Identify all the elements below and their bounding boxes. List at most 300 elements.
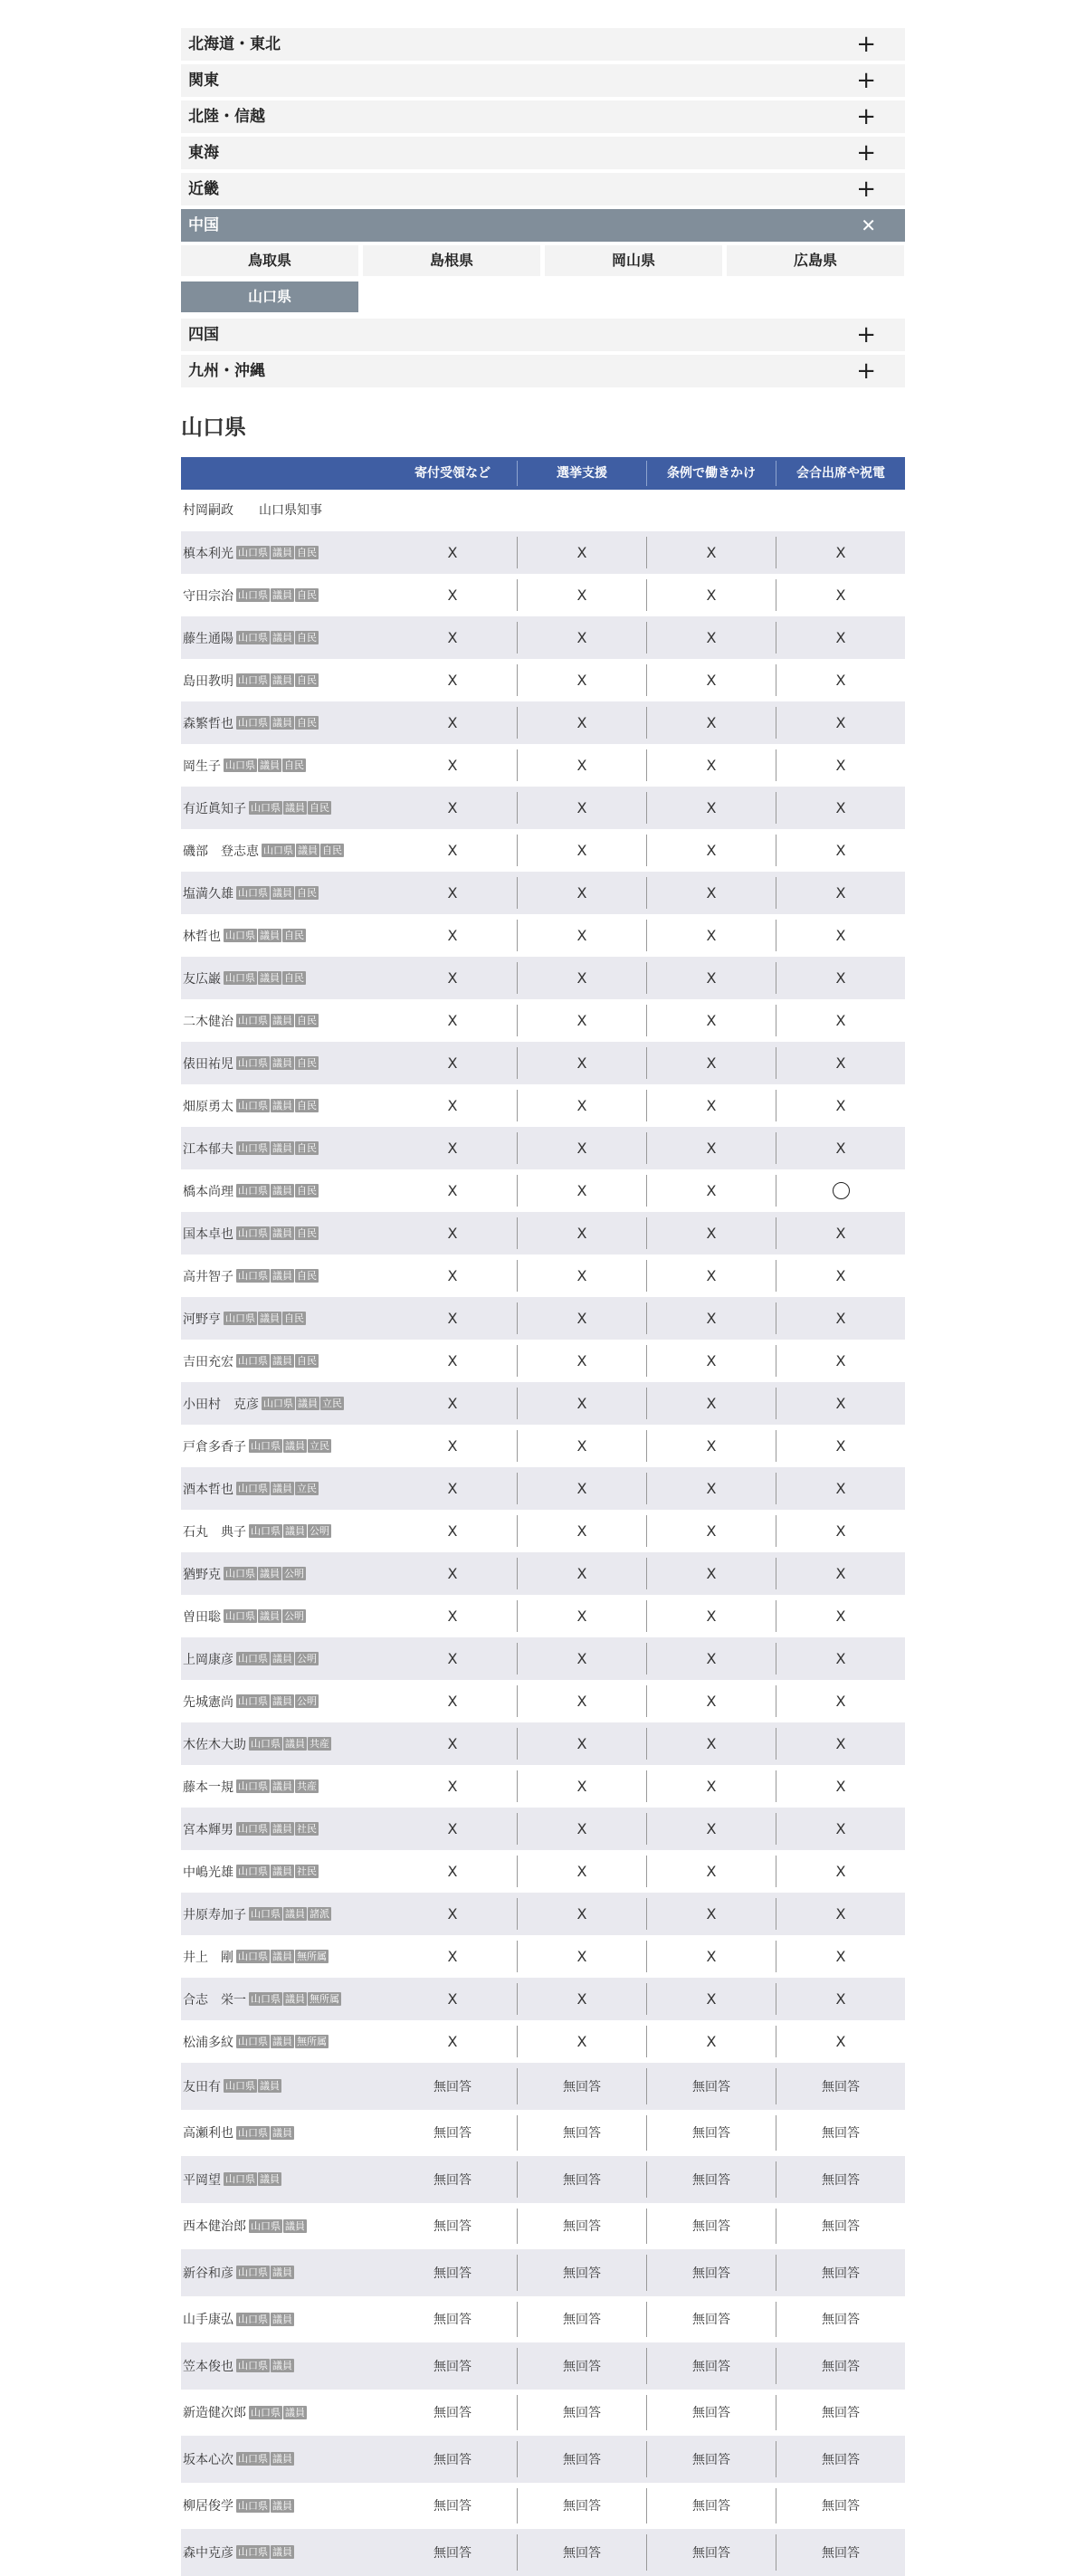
region-label: 四国 [188,326,219,344]
column-divider [646,1260,647,1292]
answer-no: X [706,714,717,731]
region-kinki[interactable] [181,173,905,205]
col-header-election-support: 選挙支援 [557,466,607,481]
expand-icon: + [856,139,876,167]
member-name: 江本郁夫 [183,1141,233,1157]
member-tag: 山口県 [238,1780,268,1792]
column-divider [646,1047,647,1079]
region-tokai[interactable] [181,137,905,169]
member-tag: 山口県 [238,547,268,558]
member-tag: 山口県 [238,1270,268,1282]
column-divider [517,2395,518,2431]
member-info [183,574,319,616]
column-divider [646,1558,647,1589]
answer-no: X [447,2033,458,2050]
member-name: 山手康弘 [183,2313,233,2328]
region-label: 九州・沖縄 [188,362,265,380]
table-row [181,659,905,701]
column-divider [646,792,647,824]
member-tag: 山口県 [251,2406,281,2419]
member-name: 有近眞知子 [183,801,246,816]
member-tag: 議員 [260,1568,280,1579]
table-row [181,999,905,1042]
member-tag: 議員 [285,2406,305,2419]
prefecture-tottori[interactable]: 鳥取県 [181,245,358,276]
expand-icon: + [856,358,876,385]
member-info [183,1595,306,1637]
table-row [181,2203,905,2250]
answer-none: 無回答 [433,2499,472,2514]
answer-none: 無回答 [822,2406,860,2421]
member-tag: 議員 [272,1355,292,1367]
answer-none: 無回答 [692,2219,730,2235]
member-info [183,2436,294,2483]
region-kyushu-okinawa[interactable] [181,355,905,387]
answer-none: 無回答 [692,2359,730,2374]
column-divider [517,1898,518,1930]
column-divider [517,1047,518,1079]
member-name: 木佐木大助 [183,1737,246,1752]
answer-no: X [706,1565,717,1582]
table-row [181,531,905,574]
member-name: 吉田充宏 [183,1354,233,1369]
member-tag: 議員 [260,2173,280,2186]
member-name: 磯部 登志恵 [183,844,259,859]
member-info [183,1552,306,1595]
answer-no: X [576,629,587,646]
region-label: 東海 [188,144,219,162]
member-tag: 議員 [272,589,292,601]
answer-none: 無回答 [822,2219,860,2235]
member-tag: 自民 [297,887,317,899]
answer-none: 無回答 [433,2313,472,2328]
member-info [183,1893,331,1935]
answer-none: 無回答 [563,2452,601,2467]
member-tag: 立民 [322,1398,342,1409]
prefecture-okayama[interactable]: 岡山県 [545,245,722,276]
column-divider [646,835,647,866]
column-divider [517,1090,518,1121]
answer-no: X [447,629,458,646]
region-kanto[interactable] [181,64,905,97]
member-tag: 自民 [297,1355,317,1367]
answer-no: X [447,799,458,816]
answer-no: X [447,1012,458,1029]
column-divider [646,2302,647,2338]
column-divider [517,1473,518,1504]
answer-no: X [447,1693,458,1710]
column-divider [517,2115,518,2151]
member-tag: 議員 [272,1227,292,1239]
prefecture-hiroshima[interactable]: 広島県 [727,245,904,276]
member-name: 友田有 [183,2079,221,2094]
table-row [181,1510,905,1552]
answer-no: X [835,1310,846,1327]
member-tag: 無所属 [297,1951,327,1962]
member-tag: 議員 [260,930,280,941]
column-divider [517,1175,518,1207]
member-tag: 公明 [284,1610,304,1622]
table-row [181,1042,905,1084]
answer-no: X [576,1012,587,1029]
member-info [183,829,344,872]
table-row [181,1084,905,1127]
column-divider [646,1728,647,1760]
member-tag: 立民 [310,1440,329,1452]
column-divider [517,1813,518,1845]
member-tag: 議員 [260,1610,280,1622]
member-tag: 議員 [260,972,280,984]
answer-no: X [706,629,717,646]
region-chugoku[interactable] [181,209,905,242]
answer-no: X [835,1778,846,1795]
governor-name: 村岡嗣政 [183,503,233,518]
answer-no: X [706,1310,717,1327]
member-name: 松浦多紋 [183,2035,233,2050]
answer-none: 無回答 [433,2172,472,2188]
member-name: 上岡康彦 [183,1652,233,1667]
answer-no: X [706,1054,717,1072]
answer-none: 無回答 [563,2266,601,2281]
answer-no: X [447,1140,458,1157]
column-divider [646,1430,647,1462]
answer-no: X [576,2033,587,2050]
column-divider [517,749,518,781]
answer-no: X [447,672,458,689]
column-divider [517,2488,518,2524]
answer-none: 無回答 [433,2266,472,2281]
member-tag: 山口県 [238,1695,268,1707]
answer-none: 無回答 [433,2219,472,2235]
member-tag: 自民 [297,1015,317,1026]
answer-none: 無回答 [692,2266,730,2281]
answer-no: X [447,1352,458,1369]
column-divider [517,622,518,654]
region-label: 近畿 [188,180,219,198]
answer-no: X [835,799,846,816]
member-tag: 議員 [272,1951,292,1962]
member-tag: 山口県 [251,1908,281,1920]
region-shikoku[interactable] [181,319,905,351]
region-hokkaido-tohoku[interactable] [181,28,905,61]
member-tag: 自民 [297,547,317,558]
column-divider [646,1345,647,1377]
column-divider [517,1728,518,1760]
member-tag: 議員 [272,1100,292,1111]
answer-no: X [447,1948,458,1965]
answer-no: X [835,884,846,902]
member-tag: 山口県 [251,1993,281,2005]
member-info [183,2390,307,2437]
member-tag: 議員 [285,1908,305,1920]
answer-no: X [706,1182,717,1199]
member-info [183,1340,319,1382]
answer-no: X [835,1054,846,1072]
column-divider [517,579,518,611]
member-tag: 山口県 [238,2036,268,2047]
answer-no: X [706,799,717,816]
column-divider [646,1856,647,1887]
member-tag: 議員 [260,2080,280,2093]
answer-no: X [706,1395,717,1412]
answer-none: 無回答 [563,2126,601,2142]
member-tag: 議員 [272,547,292,558]
column-divider [517,962,518,994]
answer-no: X [447,1182,458,1199]
table-row [181,872,905,914]
region-hokuriku-shinetsu[interactable] [181,100,905,133]
expand-icon: + [856,103,876,130]
column-divider [517,1217,518,1249]
answer-no: X [576,1054,587,1072]
table-row [181,1340,905,1382]
governor-row [181,490,905,531]
answer-no: X [835,1565,846,1582]
member-tag: 議員 [272,1057,292,1069]
column-divider [646,1005,647,1036]
column-divider [517,1558,518,1589]
expand-icon: + [856,321,876,348]
member-tag: 山口県 [238,1355,268,1367]
col-header-meeting: 会合出席や祝電 [796,466,885,481]
member-info [183,1680,319,1722]
table-row [181,1212,905,1255]
member-info [183,659,319,701]
column-divider [517,877,518,909]
member-tag: 山口県 [225,1610,255,1622]
answer-no: X [706,1948,717,1965]
answer-no: X [706,1863,717,1880]
prefecture-shimane[interactable]: 島根県 [363,245,540,276]
prefecture-yamaguchi[interactable]: 山口県 [181,281,358,312]
answer-no: X [447,1735,458,1752]
member-tag: 山口県 [225,1312,255,1324]
expand-icon: + [856,67,876,94]
member-tag: 無所属 [310,1993,339,2005]
member-info [183,1169,319,1212]
column-divider [517,1260,518,1292]
member-tag: 山口県 [225,759,255,771]
member-tag: 自民 [284,972,304,984]
column-divider [646,1983,647,2015]
table-row [181,2483,905,2530]
column-divider [646,1941,647,1972]
column-divider [646,2209,647,2245]
member-tag: 山口県 [238,1015,268,1026]
column-divider [517,1302,518,1334]
member-tag: 山口県 [238,2126,268,2139]
answer-no: X [835,1608,846,1625]
answer-no: X [576,1820,587,1837]
column-divider [517,1345,518,1377]
member-tag: 山口県 [238,2313,268,2325]
answer-no: X [576,587,587,604]
member-name: 森中克彦 [183,2545,233,2561]
answer-none: 無回答 [822,2266,860,2281]
column-divider [517,1770,518,1802]
member-tag: 自民 [297,632,317,644]
table-row [181,1850,905,1893]
answer-no: X [706,1522,717,1540]
answer-no: X [835,1352,846,1369]
column-divider [646,707,647,739]
member-tag: 山口県 [238,1142,268,1154]
table-row [181,2342,905,2390]
answer-no: X [835,1820,846,1837]
table-row [181,2020,905,2063]
column-divider [517,2348,518,2384]
member-name: 林哲也 [183,929,221,944]
col-header-ordinance: 条例で働きかけ [667,466,756,481]
member-tag: 議員 [272,1185,292,1197]
column-divider [517,2161,518,2198]
column-divider [517,2068,518,2104]
column-divider [646,877,647,909]
member-tag: 自民 [297,1185,317,1197]
member-tag: 議員 [272,632,292,644]
region-label: 関東 [188,72,219,90]
table-row [181,1595,905,1637]
member-info [183,2063,281,2110]
answer-no: X [706,544,717,561]
table-row [181,2063,905,2110]
member-tag: 議員 [272,674,292,686]
answer-no: X [706,1735,717,1752]
member-tag: 社民 [297,1823,317,1835]
answer-no: X [447,1863,458,1880]
answer-no: X [706,1693,717,1710]
table-row [181,744,905,787]
table-row [181,1637,905,1680]
answer-yes [776,1169,905,1212]
answer-no: X [576,1650,587,1667]
table-row [181,1169,905,1212]
member-name: 国本卓也 [183,1226,233,1242]
member-name: 新造健次郎 [183,2406,246,2421]
column-divider [646,1388,647,1419]
member-tag: 公明 [310,1525,329,1537]
column-divider [646,1600,647,1632]
column-divider [517,2026,518,2057]
column-divider [646,579,647,611]
answer-no: X [576,1267,587,1284]
answer-no: X [706,1650,717,1667]
column-divider [646,2255,647,2291]
column-divider [517,792,518,824]
answer-none: 無回答 [563,2406,601,2421]
table-row [181,1382,905,1425]
answer-no: X [706,969,717,987]
member-name: 高瀬利也 [183,2126,233,2142]
member-info [183,1467,319,1510]
column-divider [517,1643,518,1674]
answer-no: X [835,587,846,604]
member-tag: 議員 [285,1440,305,1452]
member-tag: 議員 [272,887,292,899]
answer-no: X [576,1778,587,1795]
answer-no: X [576,799,587,816]
member-tag: 山口県 [238,1483,268,1494]
answer-no: X [835,1863,846,1880]
answer-none: 無回答 [692,2406,730,2421]
answer-no: X [576,1905,587,1922]
close-icon: ✕ [861,215,876,236]
answer-no: X [706,1990,717,2008]
member-tag: 議員 [285,1993,305,2005]
answer-no: X [576,969,587,987]
member-name: 石丸 典子 [183,1524,246,1540]
column-divider [517,1856,518,1887]
member-info [183,1510,331,1552]
answer-no: X [835,544,846,561]
member-name: 島田教明 [183,673,233,689]
circle-icon [833,1182,850,1199]
member-name: 井原寿加子 [183,1907,246,1922]
member-name: 宮本輝男 [183,1822,233,1837]
answer-none: 無回答 [433,2126,472,2142]
column-divider [646,962,647,994]
column-divider [646,2348,647,2384]
member-name: 畑原勇太 [183,1099,233,1114]
column-divider [517,1430,518,1462]
member-info [183,2203,307,2250]
member-tag: 議員 [285,1738,305,1750]
answer-no: X [835,1225,846,1242]
member-info [183,744,306,787]
answer-no: X [835,2033,846,2050]
member-tag: 諸派 [310,1908,329,1920]
answer-no: X [447,884,458,902]
member-tag: 共産 [297,1780,317,1792]
answer-no: X [447,927,458,944]
expand-icon: + [856,176,876,203]
answer-no: X [576,1735,587,1752]
answer-no: X [576,1522,587,1540]
answer-no: X [447,587,458,604]
answer-no: X [447,1395,458,1412]
answer-no: X [576,884,587,902]
answer-no: X [706,1778,717,1795]
answer-none: 無回答 [692,2452,730,2467]
member-info [183,1084,319,1127]
member-info [183,2483,294,2530]
column-divider [646,1898,647,1930]
member-tag: 議員 [285,2219,305,2232]
answer-no: X [447,1097,458,1114]
member-tag: 自民 [284,1312,304,1324]
answer-no: X [576,1565,587,1582]
answer-no: X [706,672,717,689]
column-divider [646,1643,647,1674]
member-tag: 自民 [297,589,317,601]
answer-none: 無回答 [822,2452,860,2467]
answer-none: 無回答 [563,2359,601,2374]
answer-no: X [576,1480,587,1497]
table-row [181,2390,905,2437]
answer-no: X [576,1225,587,1242]
column-divider [517,1685,518,1717]
column-divider [517,2534,518,2571]
member-tag: 自民 [297,717,317,729]
member-tag: 公明 [284,1568,304,1579]
answer-no: X [447,1820,458,1837]
column-divider [646,749,647,781]
member-tag: 山口県 [225,2173,255,2186]
answer-none: 無回答 [692,2545,730,2561]
answer-no: X [835,1097,846,1114]
member-name: 合志 栄一 [183,1992,246,2008]
answer-none: 無回答 [433,2406,472,2421]
